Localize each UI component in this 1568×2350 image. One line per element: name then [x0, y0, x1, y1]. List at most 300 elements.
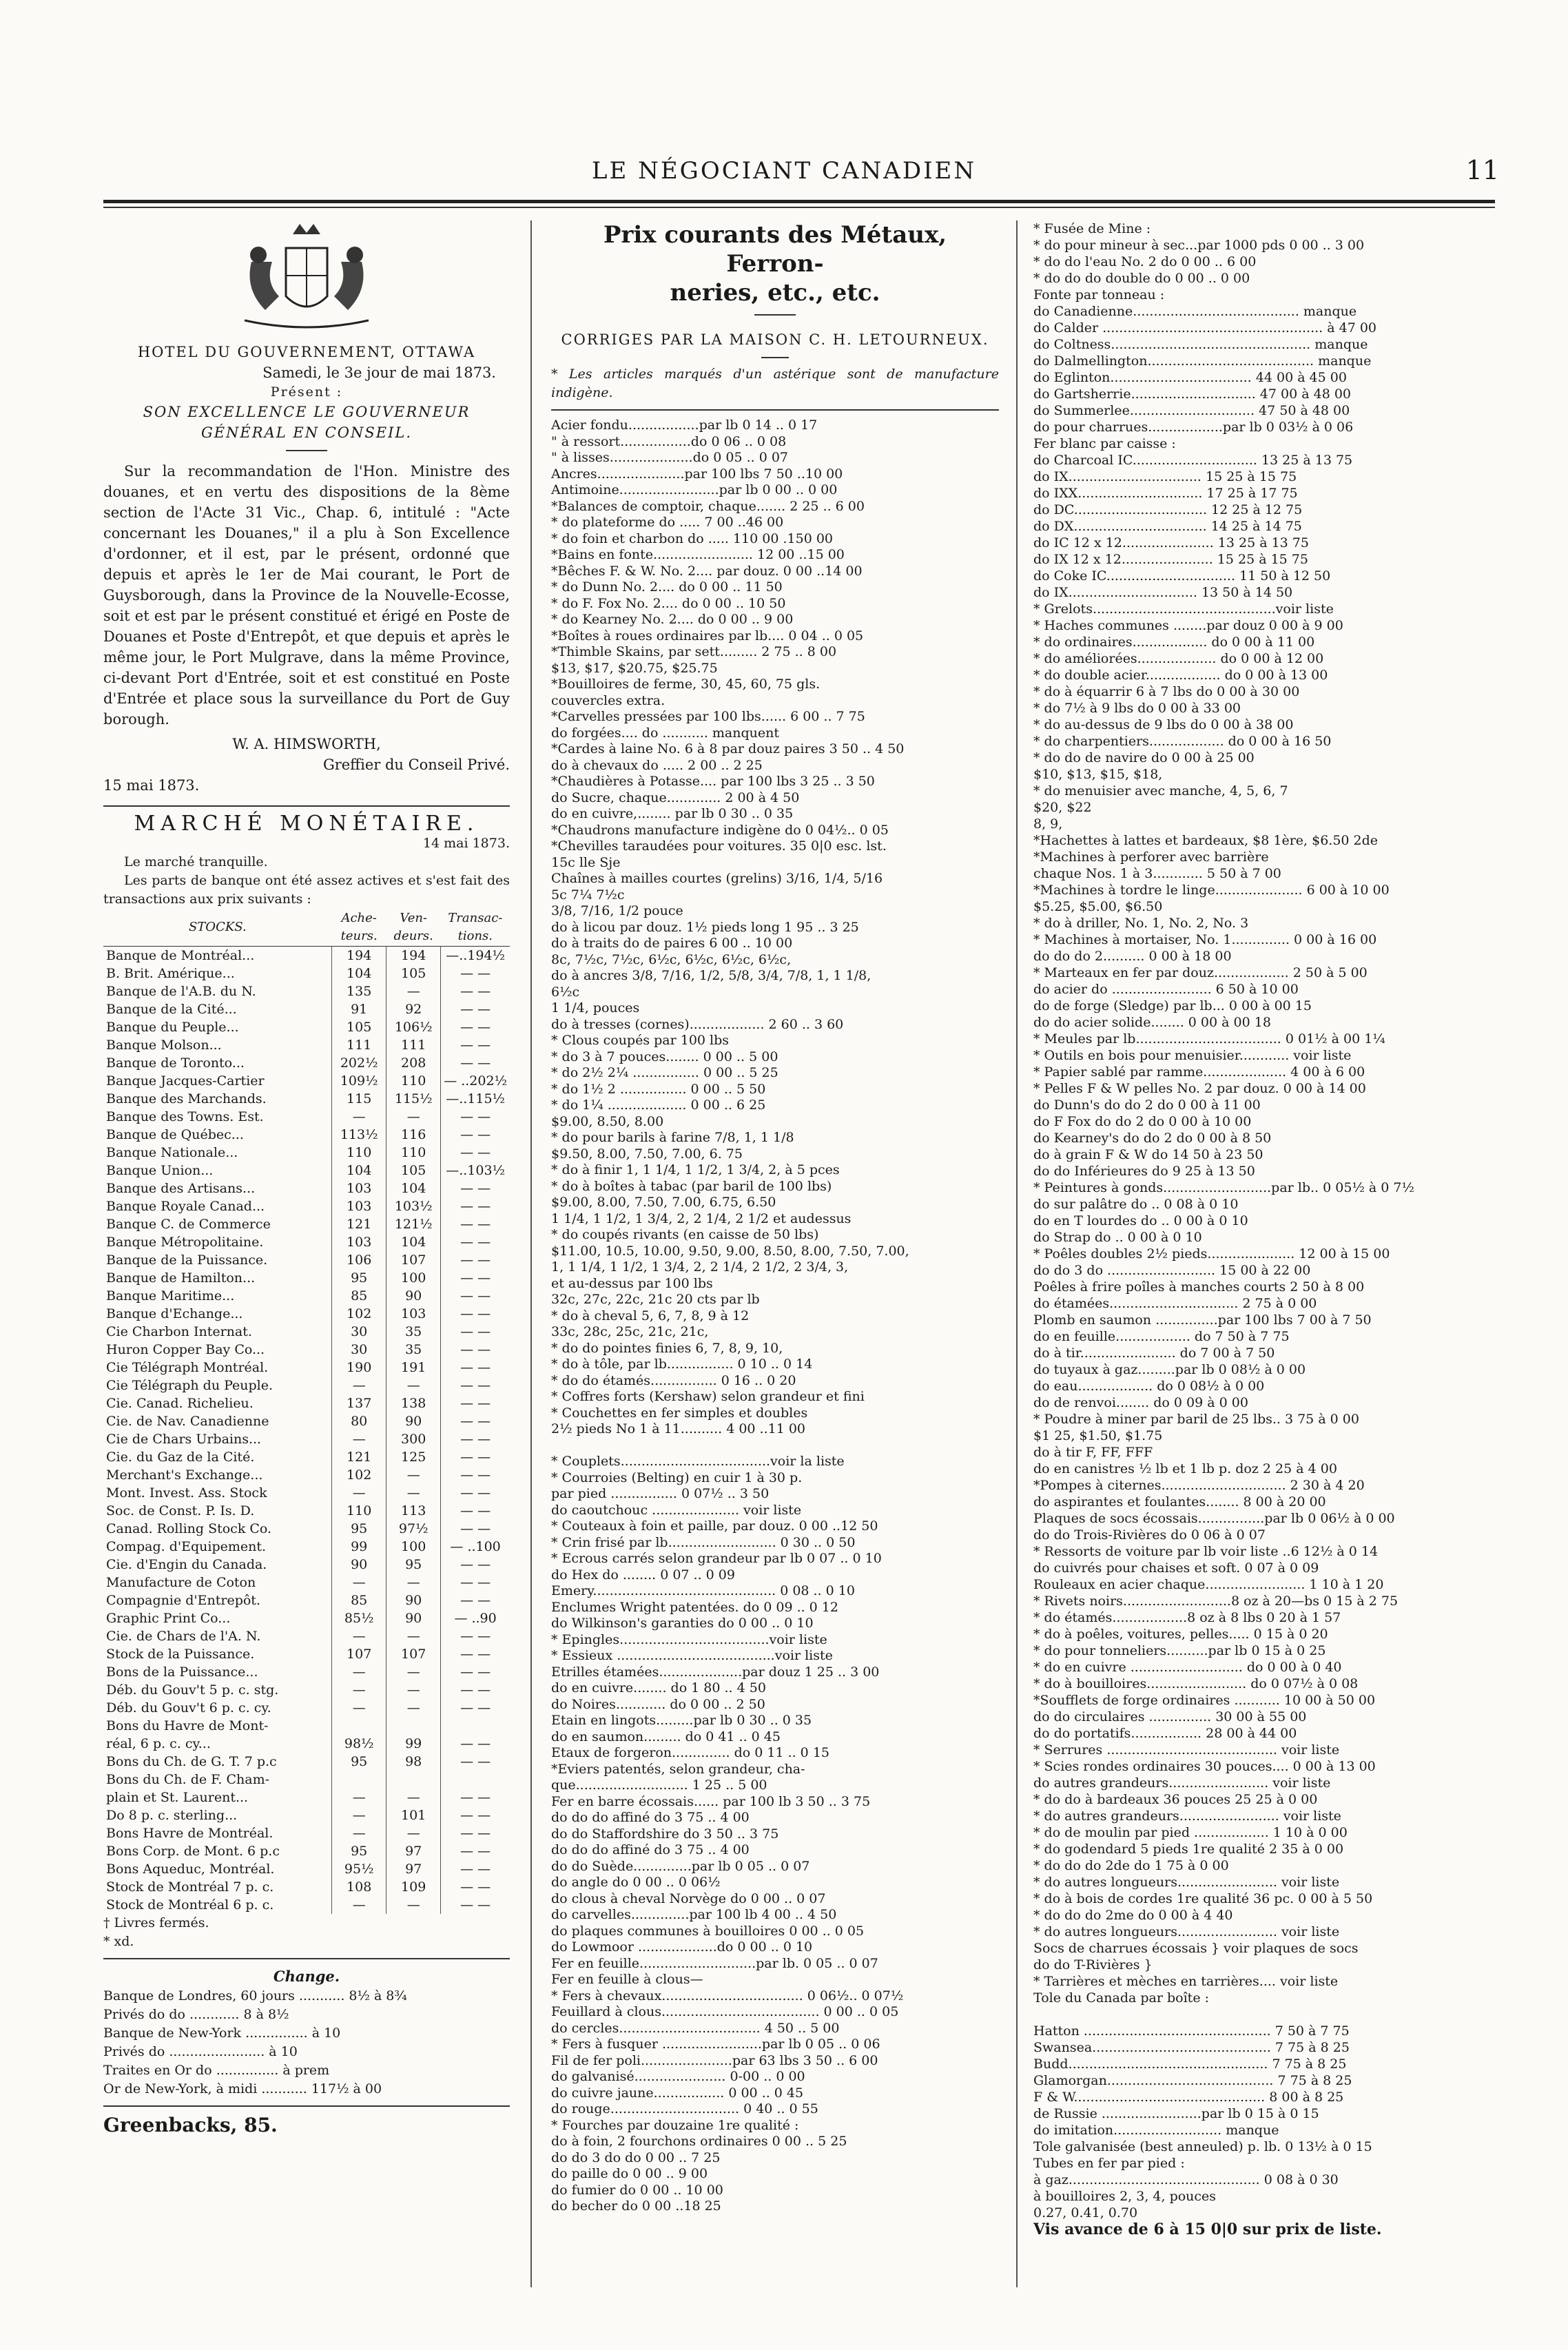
stock-row [103, 1699, 510, 1717]
stock-sellers: 116 [386, 1126, 441, 1144]
price-line: Fer en feuille à clous— [551, 1972, 703, 1987]
price-line: do do do affiné do 3 75 .. 4 00 [551, 1842, 750, 1857]
masthead-title: LE NÉGOCIANT CANADIEN [591, 157, 977, 185]
stock-sellers: — [386, 1466, 441, 1484]
price-line: do en canistres ½ lb et 1 lb p. doz 2 25 à 4 00 [1033, 1461, 1337, 1476]
stock-sellers: 111 [386, 1036, 441, 1054]
price-line: * do do pointes finies 6, 7, 8, 9, 10, [551, 1340, 783, 1356]
stock-buyers: 95 [332, 1520, 386, 1538]
price-line: do Kearney's do do 2 do 0 00 à 8 50 [1033, 1131, 1272, 1146]
stock-buyers: 30 [332, 1323, 386, 1341]
price-line: * Papier sablé par ramme.................... 4 00 à 6 00 [1033, 1064, 1365, 1080]
price-line: Socs de charrues écossais } voir plaques de socs [1033, 1941, 1359, 1956]
stock-row [103, 1018, 510, 1036]
stock-buyers: — [332, 1681, 386, 1699]
price-line: *Thimble Skains, par sett......... 2 75 .. 8 00 [551, 644, 837, 659]
price-line: 3/8, 7/16, 1/2 pouce [551, 903, 683, 918]
price-line: * Epingles....................................voir liste [551, 1631, 827, 1647]
stock-sellers: 104 [386, 1233, 441, 1251]
price-line: * Fusée de Mine : [1033, 221, 1151, 236]
price-line: * do do l'eau No. 2 do 0 00 .. 6 00 [1033, 254, 1257, 269]
price-line: 1 1/4, pouces [551, 1000, 640, 1016]
price-line: * do autres grandeurs........................ voir liste [1033, 1808, 1341, 1824]
transactions-header: Transac-tions. [441, 909, 510, 947]
stock-buyers: 80 [332, 1412, 386, 1430]
present-label: Présent : [270, 384, 343, 400]
price-line: * Fers à chevaux.................................. 0 06½.. 0 07½ [551, 1988, 904, 2003]
price-line: do Coke IC............................... 11 50 à 12 50 [1033, 568, 1331, 584]
stock-name: Banque Nationale... [106, 1145, 238, 1160]
stock-sellers: 90 [386, 1591, 441, 1609]
price-line: * do pour barils à farine 7/8, 1, 1 1/8 [551, 1130, 794, 1145]
stock-buyers: 98½ [332, 1735, 386, 1753]
stock-row [103, 1663, 510, 1681]
price-line: do Noires............ do 0 00 .. 2 50 [551, 1696, 765, 1712]
stock-transactions: — ..202½ [441, 1072, 510, 1090]
stock-name: Banque des Artisans... [106, 1181, 256, 1196]
stock-sellers: 191 [386, 1359, 441, 1377]
stock-transactions: — — [441, 1197, 510, 1215]
signature-title: Greffier du Conseil Privé. [322, 756, 510, 773]
price-line: Fer en feuille............................par lb. 0 05 .. 0 07 [551, 1955, 878, 1971]
price-line: do de forge (Sledge) par lb... 0 00 à 00 15 [1033, 998, 1312, 1013]
stock-transactions: — — [441, 1215, 510, 1233]
stock-transactions: — — [441, 1377, 510, 1394]
stock-name: Banque des Towns. Est. [106, 1109, 264, 1124]
stock-row [103, 1090, 510, 1108]
stock-row [103, 1735, 510, 1753]
price-line: do en saumon......... do 0 41 .. 0 45 [551, 1729, 781, 1744]
stock-buyers: — [332, 1789, 386, 1806]
stocks-header: STOCKS. [103, 909, 332, 947]
stock-sellers: 99 [386, 1735, 441, 1753]
stock-row [103, 1054, 510, 1072]
price-line: * Essieux ......................................voir liste [551, 1648, 833, 1663]
stock-buyers: 102 [332, 1305, 386, 1323]
stock-transactions: — — [441, 1448, 510, 1466]
stock-transactions: — — [441, 1036, 510, 1054]
corriges-heading: CORRIGES PAR LA MAISON C. H. LETOURNEUX. [561, 331, 989, 348]
stock-name: Déb. du Gouv't 6 p. c. cy. [106, 1700, 271, 1715]
stock-buyers: 194 [332, 947, 386, 965]
price-line: do rouge............................... 0 40 .. 0 55 [551, 2101, 818, 2116]
price-line: de Russie ........................par lb 0 15 à 0 15 [1033, 2106, 1319, 2121]
stock-name: Bons Aqueduc, Montréal. [106, 1862, 275, 1877]
price-line: do Strap do .. 0 00 à 0 10 [1033, 1230, 1202, 1245]
price-line: * do étamés..................8 oz à 8 lbs 0 20 à 1 57 [1033, 1610, 1341, 1625]
price-line: do Summerlee.............................. 47 50 à 48 00 [1033, 403, 1350, 418]
stock-transactions: — — [441, 1699, 510, 1717]
price-line: Tole du Canada par boîte : [1033, 1990, 1210, 2006]
price-line: * Grelots............................................voir liste [1033, 601, 1334, 617]
price-list-col2 [551, 418, 999, 2215]
price-line: Etaux de forgeron.............. do 0 11 .. 0 15 [551, 1745, 829, 1760]
stock-sellers: — [386, 1108, 441, 1126]
price-line: do do Inférieures do 9 25 à 13 50 [1033, 1164, 1255, 1179]
stock-row [103, 1359, 510, 1377]
price-line: * Poêles doubles 2½ pieds..................... 12 00 à 15 00 [1033, 1246, 1390, 1261]
stock-row [103, 1377, 510, 1394]
price-line: * Fers à fusquer ........................par lb 0 05 .. 0 06 [551, 2037, 880, 2052]
stock-name: Banque de Québec... [106, 1127, 244, 1142]
price-line: * do 3 à 7 pouces........ 0 00 .. 5 00 [551, 1049, 778, 1064]
price-line: F & W.............................................. 8 00 à 8 25 [1033, 2090, 1344, 2105]
stock-sellers: 90 [386, 1609, 441, 1627]
price-line: * do Dunn No. 2.... do 0 00 .. 11 50 [551, 579, 783, 595]
stock-transactions: — — [441, 1502, 510, 1520]
stock-sellers: 90 [386, 1412, 441, 1430]
stock-transactions: — — [441, 1394, 510, 1412]
stock-sellers: 35 [386, 1341, 441, 1359]
price-line: do do Staffordshire do 3 50 .. 3 75 [551, 1826, 779, 1842]
stock-name: Bons du Ch. de G. T. 7 p.c [106, 1754, 277, 1769]
price-line: * Tarrières et mèches en tarrières.... voir liste [1033, 1974, 1339, 1989]
exchange-rate-line: Banque de New-York ............... à 10 [103, 2026, 341, 2041]
stock-transactions: — — [441, 1681, 510, 1699]
price-line: * Marteaux en fer par douz.................. 2 50 à 5 00 [1033, 965, 1368, 980]
stock-transactions: — — [441, 1341, 510, 1359]
stock-buyers: — [332, 1377, 386, 1394]
price-line: 6½c [551, 984, 580, 1000]
stock-name: Banque de la Cité... [106, 1002, 237, 1017]
stock-buyers: 95½ [332, 1860, 386, 1878]
stock-name: Banque de Hamilton... [106, 1270, 256, 1286]
price-line: * do pour tonneliers..........par lb 0 15 à 0 25 [1033, 1643, 1326, 1658]
stock-row [103, 1269, 510, 1287]
section-rule [103, 805, 510, 807]
stock-transactions: — — [441, 1627, 510, 1645]
price-line: Enclumes Wright patentées. do 0 09 .. 0 12 [551, 1599, 838, 1615]
price-line: do à tir....................... do 7 00 à 7 50 [1033, 1346, 1275, 1361]
price-line: $11.00, 10.5, 10.00, 9.50, 9.00, 8.50, 8.00, 7.50, 7.00, [551, 1243, 909, 1259]
stock-buyers: — [332, 1430, 386, 1448]
stock-buyers: 190 [332, 1359, 386, 1377]
price-line: do acier do ........................ 6 50 à 10 00 [1033, 982, 1299, 997]
column-1 [103, 220, 510, 2136]
stock-row [103, 1717, 510, 1735]
stock-row [103, 1591, 510, 1609]
price-line: 1, 1 1/4, 1 1/2, 1 3/4, 2, 2 1/4, 2 1/2, 2 3/4, 3, [551, 1259, 849, 1275]
price-line: Ancres.....................par 100 lbs 7 50 ..10 00 [551, 466, 843, 482]
price-line: *Bêches F. & W. No. 2.... par douz. 0 00 ..14 00 [551, 563, 863, 579]
price-line: couvercles extra. [551, 692, 666, 708]
price-line: * do charpentiers.................. do 0 00 à 16 50 [1033, 734, 1332, 749]
stock-sellers: 194 [386, 947, 441, 965]
price-line: do do Suède..............par lb 0 05 .. 0 07 [551, 1858, 810, 1874]
price-line: do à foin, 2 fourchons ordinaires 0 00 .. 5 25 [551, 2134, 847, 2149]
price-line: do sur palâtre do .. 0 08 à 0 10 [1033, 1197, 1239, 1212]
stock-row [103, 947, 510, 965]
stock-row [103, 1806, 510, 1824]
stock-name: Bons du Ch. de F. Cham- [106, 1772, 270, 1787]
stock-transactions: — — [441, 1000, 510, 1018]
stock-buyers: 103 [332, 1197, 386, 1215]
price-line: Poêles à frire poîles à manches courts 2 50 à 8 00 [1033, 1279, 1365, 1295]
stock-transactions: — — [441, 1878, 510, 1896]
stock-sellers: 35 [386, 1323, 441, 1341]
stock-name: Banque des Marchands. [106, 1091, 267, 1106]
price-line: do Lowmoor ...................do 0 00 .. 0 10 [551, 1939, 813, 1955]
price-line: do en cuivre,........ par lb 0 30 .. 0 35 [551, 806, 794, 821]
change-list [103, 1987, 510, 2099]
stock-sellers: — [386, 1681, 441, 1699]
stock-transactions: — — [441, 1179, 510, 1197]
stock-buyers: 121 [332, 1215, 386, 1233]
stock-transactions: — — [441, 1806, 510, 1824]
stock-transactions: — — [441, 1126, 510, 1144]
divider [551, 409, 999, 411]
stock-sellers: 110 [386, 1144, 441, 1162]
stock-name: Banque Métropolitaine. [106, 1235, 264, 1250]
stock-transactions: — — [441, 1896, 510, 1914]
stock-buyers: 137 [332, 1394, 386, 1412]
stock-name: Bons Havre de Montréal. [106, 1826, 274, 1841]
stock-name: Cie. Canad. Richelieu. [106, 1396, 254, 1411]
stock-sellers: 115½ [386, 1090, 441, 1108]
stock-transactions: — — [441, 1287, 510, 1305]
prices-title-line-1: Prix courants des Métaux, Ferron- [603, 221, 947, 278]
price-line [551, 1438, 999, 1454]
price-line: * Rivets noirs..........................8 oz à 20—bs 0 15 à 2 75 [1033, 1594, 1399, 1609]
price-line: Budd................................................ 7 75 à 8 25 [1033, 2057, 1347, 2072]
price-line: *Soufflets de forge ordinaires ........... 10 00 à 50 00 [1033, 1693, 1376, 1708]
stock-row [103, 1162, 510, 1179]
stock-buyers: 95 [332, 1753, 386, 1771]
price-line: Fil de fer poli......................par 63 lbs 3 50 .. 6 00 [551, 2052, 878, 2068]
stock-name: Banque de la Puissance. [106, 1253, 268, 1268]
stock-transactions: — — [441, 1323, 510, 1341]
stock-row [103, 982, 510, 1000]
price-line: Etain en lingots.........par lb 0 30 .. 0 35 [551, 1713, 812, 1728]
stock-name: Banque de l'A.B. du N. [106, 984, 256, 999]
hotel-heading: HOTEL DU GOUVERNEMENT, OTTAWA [137, 344, 476, 360]
decree-body: Sur la recommandation de l'Hon. Ministre des douanes, et en vertu des dispositions de la 8ème section de l'Acte 31 Vic., Chap. 6, intitulé : "Acte concernant les Douanes," il a plu à Son Excellence d'ordonner, et il est, par le présent, ordonné que depuis et après le 1er de Mai courant, le Port de Guysborough, dans la Province de la Nouvelle-Ecosse, soit et est par le présent constitué et érigé en Poste de Douanes et Poste d'Entrepôt, et que depuis et après le même jour, le Port Mulgrave, dans la même Province, ci-devant Port d'Entrée, soit et est constitué en Poste d'Entrée et place sous la surveillance du Port de Guy borough. [103, 463, 510, 728]
stock-transactions: —..115½ [441, 1090, 510, 1108]
stock-buyers: 109½ [332, 1072, 386, 1090]
price-line: * do à finir 1, 1 1/4, 1 1/2, 1 3/4, 2, à 5 pces [551, 1162, 840, 1177]
price-line: Feuillard à clous...................................... 0 00 .. 0 05 [551, 2004, 899, 2019]
price-line: do Dalmellington........................................ manque [1033, 353, 1372, 369]
price-line: * do à boîtes à tabac (par baril de 100 lbs) [551, 1178, 832, 1194]
stock-row [103, 965, 510, 982]
stock-name: Bons Corp. de Mont. 6 p.c [106, 1844, 280, 1859]
price-line: Plaques de socs écossais................par lb 0 06½ à 0 00 [1033, 1511, 1395, 1526]
stock-buyers: 103 [332, 1179, 386, 1197]
price-line: *Eviers patentés, selon grandeur, cha- [551, 1761, 805, 1777]
stock-name: Banque Maritime... [106, 1288, 235, 1303]
stock-row [103, 1484, 510, 1502]
stock-buyers: 110 [332, 1502, 386, 1520]
price-line: do DC................................ 12 25 à 12 75 [1033, 502, 1303, 517]
column-3 [1033, 220, 1502, 2238]
stock-name: Banque du Peuple... [106, 1020, 239, 1035]
price-line: do IC 12 x 12...................... 13 25 à 13 75 [1033, 535, 1309, 550]
stock-transactions [441, 1771, 510, 1789]
stock-row [103, 1287, 510, 1305]
exchange-rate-line: Traites en Or do ............... à prem [103, 2063, 330, 2078]
stock-sellers: — [386, 1574, 441, 1591]
stock-sellers: 98 [386, 1753, 441, 1771]
stock-name: Huron Copper Bay Co... [106, 1342, 265, 1357]
stock-buyers: — [332, 1699, 386, 1717]
price-list-col3 [1033, 220, 1502, 2238]
exchange-rate-line: Privés do do ............ 8 à 8½ [103, 2007, 289, 2022]
price-line: * do au-dessus de 9 lbs do 0 00 à 38 00 [1033, 717, 1294, 732]
stock-transactions: — — [441, 1233, 510, 1251]
stock-name: Manufacture de Coton [106, 1575, 256, 1590]
stock-row [103, 1323, 510, 1341]
stock-sellers: 104 [386, 1179, 441, 1197]
stock-sellers: 125 [386, 1448, 441, 1466]
price-line: do do Trois-Rivières do 0 06 à 0 07 [1033, 1527, 1266, 1543]
price-line: do do T-Rivières } [1033, 1957, 1153, 1972]
price-line: * Couchettes en fer simples et doubles [551, 1405, 808, 1421]
price-line: Swansea........................................... 7 75 à 8 25 [1033, 2040, 1350, 2055]
stock-name: Compagnie d'Entrepôt. [106, 1593, 260, 1608]
price-line [1033, 2006, 1502, 2023]
price-line: do à ancres 3/8, 7/16, 1/2, 5/8, 3/4, 7/8, 1, 1 1/8, [551, 968, 871, 983]
price-line: do do acier solide........ 0 00 à 00 18 [1033, 1015, 1271, 1030]
divider [754, 314, 796, 316]
stock-transactions: —..103½ [441, 1162, 510, 1179]
stock-name: Stock de la Puissance. [106, 1647, 255, 1662]
price-line: $9.00, 8.50, 8.00 [551, 1113, 664, 1129]
stock-sellers: 106½ [386, 1018, 441, 1036]
stock-name: plain et St. Laurent... [106, 1790, 249, 1805]
stock-row [103, 1448, 510, 1466]
stock-sellers: — [386, 1377, 441, 1394]
price-line: 0.27, 0.41, 0.70 [1033, 2205, 1138, 2220]
stock-sellers [386, 1771, 441, 1789]
price-line: * Couteaux à foin et paille, par douz. 0 00 ..12 50 [551, 1518, 878, 1534]
price-line: à gaz.............................................. 0 08 à 0 30 [1033, 2172, 1339, 2187]
stock-transactions: — — [441, 1753, 510, 1771]
price-line: do do do affiné do 3 75 .. 4 00 [551, 1810, 750, 1825]
stock-row [103, 1394, 510, 1412]
price-line: do à traits do de paires 6 00 .. 10 00 [551, 936, 793, 951]
stock-row [103, 1305, 510, 1323]
price-line: *Carvelles pressées par 100 lbs...... 6 00 .. 7 75 [551, 709, 865, 724]
price-line: do Gartsherrie.............................. 47 00 à 48 00 [1033, 386, 1352, 402]
price-line: do fumier do 0 00 .. 10 00 [551, 2182, 723, 2198]
note-livres-fermes: † Livres fermés. [103, 1915, 209, 1930]
stock-sellers: 100 [386, 1538, 441, 1556]
stock-sellers: 100 [386, 1269, 441, 1287]
stock-row [103, 1556, 510, 1574]
divider [761, 357, 789, 358]
stock-row [103, 1341, 510, 1359]
price-line: * Courroies (Belting) en cuir 1 à 30 p. [551, 1470, 803, 1485]
stock-name: Bons de la Puissance... [106, 1664, 258, 1680]
price-line: * do 7½ à 9 lbs do 0 00 à 33 00 [1033, 701, 1241, 716]
stock-buyers: 103 [332, 1233, 386, 1251]
price-line: * Serrures ......................................... voir liste [1033, 1742, 1340, 1758]
price-line: * do do de navire do 0 00 à 25 00 [1033, 750, 1255, 765]
stock-sellers: 105 [386, 965, 441, 982]
stock-sellers: 97 [386, 1860, 441, 1878]
stock-row [103, 1771, 510, 1789]
stock-sellers: 90 [386, 1287, 441, 1305]
stock-row [103, 1233, 510, 1251]
stock-transactions: — — [441, 1054, 510, 1072]
stock-buyers: — [332, 1627, 386, 1645]
price-line: do Wilkinson's garanties do 0 00 .. 0 10 [551, 1616, 814, 1631]
stock-row [103, 1502, 510, 1520]
price-line: $9.00, 8.00, 7.50, 7.00, 6.75, 6.50 [551, 1195, 776, 1210]
stock-buyers: 99 [332, 1538, 386, 1556]
price-line: do DX................................ 14 25 à 14 75 [1033, 519, 1302, 534]
stock-transactions: — — [441, 1574, 510, 1591]
stock-transactions: — ..100 [441, 1538, 510, 1556]
stock-name: Banque Union... [106, 1163, 214, 1178]
price-line: * do F. Fox No. 2.... do 0 00 .. 10 50 [551, 595, 786, 611]
stock-transactions: — — [441, 1591, 510, 1609]
price-line: 1 1/4, 1 1/2, 1 3/4, 2, 2 1/4, 2 1/2 et audessus [551, 1210, 852, 1226]
stock-name: Bons du Havre de Mont- [106, 1718, 269, 1733]
price-line: Antimoine........................par lb 0 00 .. 0 00 [551, 482, 838, 497]
price-line: do cuivrés pour chaises et soft. 0 07 à 0 09 [1033, 1560, 1319, 1576]
price-line: do IX............................... 13 50 à 14 50 [1033, 585, 1293, 600]
price-line: do Eglinton.................................. 44 00 à 45 00 [1033, 370, 1347, 385]
stock-sellers: 109 [386, 1878, 441, 1896]
stock-transactions: — — [441, 1663, 510, 1681]
stock-row [103, 1036, 510, 1054]
stock-name: Stock de Montréal 6 p. c. [106, 1897, 274, 1913]
price-line: *Chevilles taraudées pour voitures. 35 0|0 esc. lst. [551, 838, 887, 854]
stock-row [103, 1251, 510, 1269]
stock-buyers: 105 [332, 1018, 386, 1036]
stock-name: Banque C. de Commerce [106, 1217, 271, 1232]
price-line: Tole galvanisée (best anneuled) p. lb. 0 13½ à 0 15 [1033, 2139, 1372, 2154]
price-line: * do 2½ 2¼ ................ 0 00 .. 5 25 [551, 1065, 778, 1080]
price-line: 8c, 7½c, 7½c, 6½c, 6½c, 6½c, 6½c, [551, 951, 792, 967]
header-rule-thin [103, 207, 1495, 208]
price-line: do tuyaux à gaz.........par lb 0 08½ à 0 00 [1033, 1362, 1306, 1377]
stock-row [103, 1574, 510, 1591]
price-line: do en cuivre........ do 1 80 .. 4 50 [551, 1680, 766, 1695]
price-line: do de renvoi........ do 0 09 à 0 00 [1033, 1395, 1248, 1410]
price-line: do caoutchouc ..................... voir liste [551, 1502, 802, 1518]
stock-sellers: 105 [386, 1162, 441, 1179]
stock-buyers: 115 [332, 1090, 386, 1108]
price-line: 32c, 27c, 22c, 21c 20 cts par lb [551, 1292, 760, 1307]
price-line: *Chaudières à Potasse.... par 100 lbs 3 25 .. 3 50 [551, 774, 875, 789]
stock-name: Merchant's Exchange... [106, 1467, 263, 1483]
price-line: do IX................................ 15 25 à 15 75 [1033, 469, 1297, 484]
stock-transactions: —..194½ [441, 947, 510, 965]
price-line: do Hex do ........ 0 07 .. 0 09 [551, 1567, 735, 1583]
price-line: Emery............................................ 0 08 .. 0 10 [551, 1583, 855, 1598]
column-divider-1 [530, 220, 532, 2287]
marche-text-2: Les parts de banque ont été assez actives et s'est fait des transactions aux prix suivants : [103, 873, 510, 907]
price-line: * Ressorts de voiture par lb voir liste ..6 12½ à 0 14 [1033, 1544, 1379, 1559]
price-line: * do pour mineur à sec...par 1000 pds 0 00 .. 3 00 [1033, 238, 1365, 253]
price-line: * do améliorées................... do 0 00 à 12 00 [1033, 651, 1324, 666]
stock-buyers: — [332, 1484, 386, 1502]
price-line: *Bouilloires de ferme, 30, 45, 60, 75 gls. [551, 677, 821, 692]
signature-date: 15 mai 1873. [103, 777, 200, 794]
stock-row [103, 1753, 510, 1771]
stock-buyers: 90 [332, 1556, 386, 1574]
stock-name: Compag. d'Equipement. [106, 1539, 267, 1554]
stock-buyers: 107 [332, 1645, 386, 1663]
price-line: Glamorgan........................................ 7 75 à 8 25 [1033, 2073, 1352, 2088]
change-title: Change. [273, 1968, 340, 1985]
asterisk-note: * Les articles marqués d'un astérique sont de manufacture indigène. [551, 367, 999, 400]
stock-buyers: 104 [332, 1162, 386, 1179]
price-line: do à grain F & W do 14 50 à 23 50 [1033, 1147, 1263, 1162]
price-line: * do à équarrir 6 à 7 lbs do 0 00 à 30 00 [1033, 684, 1300, 699]
